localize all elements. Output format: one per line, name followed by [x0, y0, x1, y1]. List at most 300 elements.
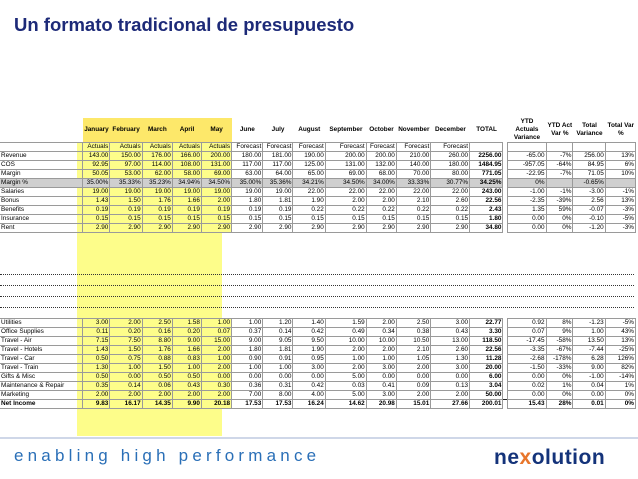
value-cell: 35.00%	[232, 179, 263, 188]
variance-cell: -1.00	[507, 188, 546, 197]
variance-cell: 13%	[605, 197, 635, 206]
value-cell: 2.00	[366, 197, 396, 206]
row-label: Rent	[0, 224, 83, 233]
variance-cell: -0.65%	[573, 179, 605, 188]
variance-cell: 0.00	[507, 391, 546, 400]
value-cell: 0.15	[293, 215, 325, 224]
value-cell: 1.81	[263, 346, 293, 355]
type-row	[0, 143, 636, 152]
value-cell: 7.15	[83, 337, 110, 346]
value-cell: 0.41	[366, 382, 396, 391]
total-cell: 34.80	[470, 224, 503, 233]
variance-cell: 6.28	[573, 355, 605, 364]
value-cell: 3.00	[83, 319, 110, 328]
value-cell: 1.50	[110, 346, 142, 355]
total-cell: 34.25%	[470, 179, 503, 188]
value-cell: 2.00	[201, 391, 231, 400]
value-cell: 14.35	[142, 400, 172, 409]
value-cell: 16.24	[293, 400, 325, 409]
type-cell: Forecast	[431, 143, 470, 152]
variance-cell	[605, 143, 635, 152]
value-cell: 0.15	[325, 215, 366, 224]
value-cell: 1.00	[263, 364, 293, 373]
variance-cell: 0%	[605, 391, 635, 400]
variance-cell: 13%	[605, 152, 635, 161]
value-cell: 10.00	[366, 337, 396, 346]
value-cell: 143.00	[83, 152, 110, 161]
value-cell: 9.83	[83, 400, 110, 409]
separator-line	[0, 274, 634, 275]
variance-cell: 0.00	[507, 373, 546, 382]
value-cell: 260.00	[431, 152, 470, 161]
value-cell: 2.00	[325, 197, 366, 206]
value-cell: 0.00	[232, 373, 263, 382]
variance-cell: 6%	[605, 161, 635, 170]
value-cell: 0.15	[201, 215, 231, 224]
month-header: May	[202, 118, 232, 142]
value-cell: 0.42	[293, 382, 325, 391]
value-cell: 2.90	[232, 224, 263, 233]
value-cell: 3.00	[366, 364, 396, 373]
value-cell: 9.00	[232, 337, 263, 346]
variance-cell	[546, 143, 573, 152]
value-cell: 15.01	[396, 400, 430, 409]
variance-cell	[605, 179, 635, 188]
total-cell: 11.28	[470, 355, 503, 364]
value-cell: 34.21%	[293, 179, 325, 188]
value-cell: 1.40	[293, 319, 325, 328]
variance-header: Total Var %	[606, 118, 636, 142]
bottom-rows-table	[0, 318, 636, 409]
value-cell: 0.95	[293, 355, 325, 364]
variance-cell: 1.35	[507, 206, 546, 215]
variance-cell: -3%	[605, 224, 635, 233]
separator-line	[0, 307, 634, 308]
value-cell: 1.76	[142, 346, 172, 355]
table-row	[0, 161, 636, 170]
value-cell: 27.66	[431, 400, 470, 409]
variance-cell: -67%	[546, 346, 573, 355]
variance-cell: 0%	[605, 400, 635, 409]
value-cell: 200.00	[366, 152, 396, 161]
value-cell: 2.90	[83, 224, 110, 233]
row-label: Travel - Train	[0, 364, 83, 373]
value-cell: 58.00	[172, 170, 201, 179]
value-cell: 0.00	[366, 373, 396, 382]
value-cell: 1.66	[172, 346, 201, 355]
table-row	[0, 206, 636, 215]
value-cell: 180.00	[232, 152, 263, 161]
value-cell: 22.00	[293, 188, 325, 197]
variance-cell: -3.35	[507, 346, 546, 355]
variance-cell: 71.05	[573, 170, 605, 179]
value-cell: 22.00	[366, 188, 396, 197]
value-cell: 0.50	[172, 373, 201, 382]
variance-cell: 0.01	[573, 400, 605, 409]
value-cell: 0.83	[172, 355, 201, 364]
value-cell: 131.00	[325, 161, 366, 170]
total-cell: 3.30	[470, 328, 503, 337]
variance-cell: -17.45	[507, 337, 546, 346]
value-cell: 1.00	[366, 355, 396, 364]
row-label: COS	[0, 161, 83, 170]
value-cell: 0.35	[83, 382, 110, 391]
variance-cell: 82%	[605, 364, 635, 373]
value-cell: 0.19	[201, 206, 231, 215]
month-header: September	[325, 118, 366, 142]
variance-cell: 0.02	[507, 382, 546, 391]
value-cell: 0.42	[293, 328, 325, 337]
value-cell: 9.00	[172, 337, 201, 346]
month-header: February	[110, 118, 142, 142]
variance-header: YTD Act Var %	[546, 118, 573, 142]
value-cell: 1.00	[201, 355, 231, 364]
value-cell: 114.00	[142, 161, 172, 170]
variance-cell: 15.43	[507, 400, 546, 409]
value-cell: 2.00	[172, 391, 201, 400]
value-cell: 4.00	[293, 391, 325, 400]
value-cell: 1.90	[293, 346, 325, 355]
corner-cell	[0, 118, 83, 142]
value-cell: 2.90	[396, 224, 430, 233]
value-cell: 97.00	[110, 161, 142, 170]
variance-cell: 8%	[546, 319, 573, 328]
value-cell: 0.22	[431, 206, 470, 215]
value-cell: 1.00	[201, 319, 231, 328]
type-cell: Forecast	[232, 143, 263, 152]
variance-cell: 10%	[605, 170, 635, 179]
month-header: April	[172, 118, 201, 142]
value-cell: 2.00	[83, 391, 110, 400]
value-cell: 19.00	[201, 188, 231, 197]
total-cell: 2256.00	[470, 152, 503, 161]
value-cell: 3.00	[431, 319, 470, 328]
row-label: Gifts & Misc	[0, 373, 83, 382]
table-row	[0, 224, 636, 233]
value-cell: 0.38	[396, 328, 430, 337]
value-cell: 30.77%	[431, 179, 470, 188]
value-cell: 210.00	[396, 152, 430, 161]
value-cell: 34.00%	[366, 179, 396, 188]
value-cell: 0.50	[83, 373, 110, 382]
footer-tagline: enabling high performance	[14, 446, 321, 465]
value-cell: 0.14	[263, 328, 293, 337]
variance-cell: 0%	[546, 224, 573, 233]
value-cell: 2.90	[110, 224, 142, 233]
variance-header: Total Variance	[573, 118, 605, 142]
variance-cell: -33%	[546, 364, 573, 373]
total-cell: 22.77	[470, 319, 503, 328]
variance-cell: 9%	[546, 328, 573, 337]
value-cell: 33.33%	[396, 179, 430, 188]
value-cell: 2.90	[263, 224, 293, 233]
variance-cell: -0.07	[573, 206, 605, 215]
value-cell: 0.16	[142, 328, 172, 337]
value-cell: 2.60	[431, 346, 470, 355]
separator-line	[0, 285, 634, 286]
value-cell: 2.60	[431, 197, 470, 206]
value-cell: 0.15	[263, 215, 293, 224]
value-cell: 34.50%	[325, 179, 366, 188]
budget-spreadsheet	[0, 118, 636, 438]
value-cell: 5.00	[325, 391, 366, 400]
row-label: Utilities	[0, 319, 83, 328]
variance-header: YTD Actuals Variance	[508, 118, 547, 142]
value-cell: 35.33%	[110, 179, 142, 188]
value-cell: 70.00	[396, 170, 430, 179]
value-cell: 0.19	[263, 206, 293, 215]
value-cell: 1.00	[232, 319, 263, 328]
value-cell: 132.00	[366, 161, 396, 170]
row-label	[0, 143, 83, 152]
value-cell: 0.37	[232, 328, 263, 337]
variance-cell: -3.00	[573, 188, 605, 197]
value-cell: 2.00	[366, 346, 396, 355]
value-cell: 0.34	[366, 328, 396, 337]
variance-cell: 0.07	[507, 328, 546, 337]
value-cell: 0.00	[263, 373, 293, 382]
table-row	[0, 170, 636, 179]
total-cell: 200.01	[470, 400, 503, 409]
value-cell: 7.50	[110, 337, 142, 346]
value-cell: 2.00	[201, 346, 231, 355]
value-cell: 9.50	[293, 337, 325, 346]
variance-cell: 2.56	[573, 197, 605, 206]
value-cell: 0.31	[263, 382, 293, 391]
value-cell: 0.50	[142, 373, 172, 382]
row-label: Office Supplies	[0, 328, 83, 337]
value-cell: 1.30	[83, 364, 110, 373]
variance-cell: 126%	[605, 355, 635, 364]
row-label: Marketing	[0, 391, 83, 400]
value-cell: 2.50	[142, 319, 172, 328]
value-cell: 0.22	[325, 206, 366, 215]
value-cell: 125.00	[293, 161, 325, 170]
value-cell: 2.90	[293, 224, 325, 233]
value-cell: 1.05	[396, 355, 430, 364]
value-cell: 0.75	[110, 355, 142, 364]
total-cell: 22.56	[470, 346, 503, 355]
value-cell: 0.19	[232, 206, 263, 215]
table-row	[0, 188, 636, 197]
variance-cell: 0.00	[507, 224, 546, 233]
value-cell: 9.05	[263, 337, 293, 346]
value-cell: 10.00	[325, 337, 366, 346]
variance-cell: 0.00	[573, 391, 605, 400]
month-header: October	[366, 118, 396, 142]
value-cell: 8.00	[263, 391, 293, 400]
row-label: Salaries	[0, 188, 83, 197]
value-cell: 0.15	[431, 215, 470, 224]
value-cell: 0.00	[201, 373, 231, 382]
table-row	[0, 197, 636, 206]
value-cell: 69.00	[325, 170, 366, 179]
value-cell: 62.00	[142, 170, 172, 179]
variance-cell: -65.00	[507, 152, 546, 161]
month-header: June	[232, 118, 263, 142]
value-cell: 0.90	[232, 355, 263, 364]
value-cell: 0.20	[110, 328, 142, 337]
value-cell: 181.00	[263, 152, 293, 161]
type-cell: Actuals	[142, 143, 172, 152]
type-cell: Actuals	[83, 143, 110, 152]
month-header-row	[0, 118, 636, 142]
total-cell: 2.43	[470, 206, 503, 215]
total-cell: 20.00	[470, 364, 503, 373]
value-cell: 0.00	[396, 373, 430, 382]
table-row	[0, 337, 636, 346]
value-cell: 0.15	[172, 215, 201, 224]
value-cell: 117.00	[232, 161, 263, 170]
value-cell: 1.81	[263, 197, 293, 206]
month-header: July	[263, 118, 293, 142]
variance-cell: -39%	[546, 197, 573, 206]
variance-cell: 0%	[546, 391, 573, 400]
value-cell: 22.00	[396, 188, 430, 197]
variance-cell: -957.05	[507, 161, 546, 170]
value-cell: 2.00	[325, 364, 366, 373]
type-cell: Actuals	[110, 143, 142, 152]
separator-line	[0, 296, 634, 297]
variance-cell: 13.50	[573, 337, 605, 346]
value-cell: 20.98	[366, 400, 396, 409]
value-cell: 34.94%	[172, 179, 201, 188]
table-row	[0, 179, 636, 188]
row-label: Travel - Hotels	[0, 346, 83, 355]
value-cell: 1.59	[325, 319, 366, 328]
variance-cell: 0%	[507, 179, 546, 188]
value-cell: 16.17	[110, 400, 142, 409]
value-cell: 19.00	[110, 188, 142, 197]
value-cell: 35.36%	[263, 179, 293, 188]
value-cell: 0.50	[83, 355, 110, 364]
table-row	[0, 400, 636, 409]
variance-cell: 1%	[546, 382, 573, 391]
value-cell: 68.00	[366, 170, 396, 179]
value-cell: 166.00	[172, 152, 201, 161]
value-cell: 0.91	[263, 355, 293, 364]
month-header: August	[293, 118, 325, 142]
value-cell: 0.19	[110, 206, 142, 215]
total-cell: 3.04	[470, 382, 503, 391]
total-cell: 6.00	[470, 373, 503, 382]
variance-cell: -7%	[546, 152, 573, 161]
value-cell: 0.22	[293, 206, 325, 215]
value-cell: 2.00	[110, 319, 142, 328]
value-cell: 1.00	[232, 364, 263, 373]
variance-cell	[573, 143, 605, 152]
variance-cell: -1.00	[573, 373, 605, 382]
value-cell: 0.15	[396, 215, 430, 224]
table-row	[0, 328, 636, 337]
variance-cell: 13%	[605, 337, 635, 346]
value-cell: 0.30	[201, 382, 231, 391]
value-cell: 190.00	[293, 152, 325, 161]
table-row	[0, 364, 636, 373]
type-cell: Actuals	[201, 143, 231, 152]
total-cell: 118.50	[470, 337, 503, 346]
value-cell: 0.15	[110, 215, 142, 224]
row-label: Net Income	[0, 400, 83, 409]
table-row	[0, 319, 636, 328]
value-cell: 108.00	[172, 161, 201, 170]
table-row	[0, 382, 636, 391]
value-cell: 2.10	[396, 197, 430, 206]
value-cell: 7.00	[232, 391, 263, 400]
value-cell: 2.00	[431, 391, 470, 400]
variance-cell: -5%	[605, 215, 635, 224]
table-row	[0, 355, 636, 364]
value-cell: 0.49	[325, 328, 366, 337]
value-cell: 3.00	[293, 364, 325, 373]
variance-cell: -7.44	[573, 346, 605, 355]
value-cell: 0.13	[431, 382, 470, 391]
value-cell: 0.00	[293, 373, 325, 382]
row-label: Travel - Car	[0, 355, 83, 364]
value-cell: 1.58	[172, 319, 201, 328]
variance-cell: 84.95	[573, 161, 605, 170]
value-cell: 65.00	[293, 170, 325, 179]
value-cell: 1.00	[110, 364, 142, 373]
variance-cell: -1%	[605, 188, 635, 197]
value-cell: 0.19	[142, 206, 172, 215]
value-cell: 9.90	[172, 400, 201, 409]
variance-cell: 0.00	[507, 215, 546, 224]
value-cell: 1.50	[142, 364, 172, 373]
value-cell: 2.00	[110, 391, 142, 400]
value-cell: 80.00	[431, 170, 470, 179]
variance-cell: 0.04	[573, 382, 605, 391]
variance-cell	[507, 143, 546, 152]
month-header: December	[431, 118, 470, 142]
value-cell: 1.00	[172, 364, 201, 373]
value-cell: 200.00	[201, 152, 231, 161]
table-row	[0, 152, 636, 161]
variance-cell: -2.68	[507, 355, 546, 364]
value-cell: 15.00	[201, 337, 231, 346]
value-cell: 0.22	[396, 206, 430, 215]
variance-cell: -58%	[546, 337, 573, 346]
value-cell: 8.80	[142, 337, 172, 346]
value-cell: 69.00	[201, 170, 231, 179]
value-cell: 0.15	[142, 215, 172, 224]
slide-title: Un formato tradicional de presupuesto	[14, 14, 355, 35]
value-cell: 131.00	[201, 161, 231, 170]
value-cell: 2.00	[396, 364, 430, 373]
value-cell: 2.00	[201, 364, 231, 373]
value-cell: 0.00	[431, 373, 470, 382]
variance-cell: -3%	[605, 206, 635, 215]
total-cell: 771.05	[470, 170, 503, 179]
variance-cell: 28%	[546, 400, 573, 409]
month-header: January	[83, 118, 110, 142]
value-cell: 3.00	[431, 364, 470, 373]
variance-cell: -5%	[605, 319, 635, 328]
value-cell: 1.43	[83, 197, 110, 206]
variance-cell: 59%	[546, 206, 573, 215]
value-cell: 1.50	[110, 197, 142, 206]
table-row	[0, 215, 636, 224]
value-cell: 0.20	[172, 328, 201, 337]
value-cell: 0.09	[396, 382, 430, 391]
row-label: Revenue	[0, 152, 83, 161]
month-header: March	[142, 118, 172, 142]
value-cell: 2.90	[366, 224, 396, 233]
value-cell: 3.00	[366, 391, 396, 400]
type-cell: Forecast	[263, 143, 293, 152]
variance-cell: -64%	[546, 161, 573, 170]
value-cell: 34.50%	[201, 179, 231, 188]
